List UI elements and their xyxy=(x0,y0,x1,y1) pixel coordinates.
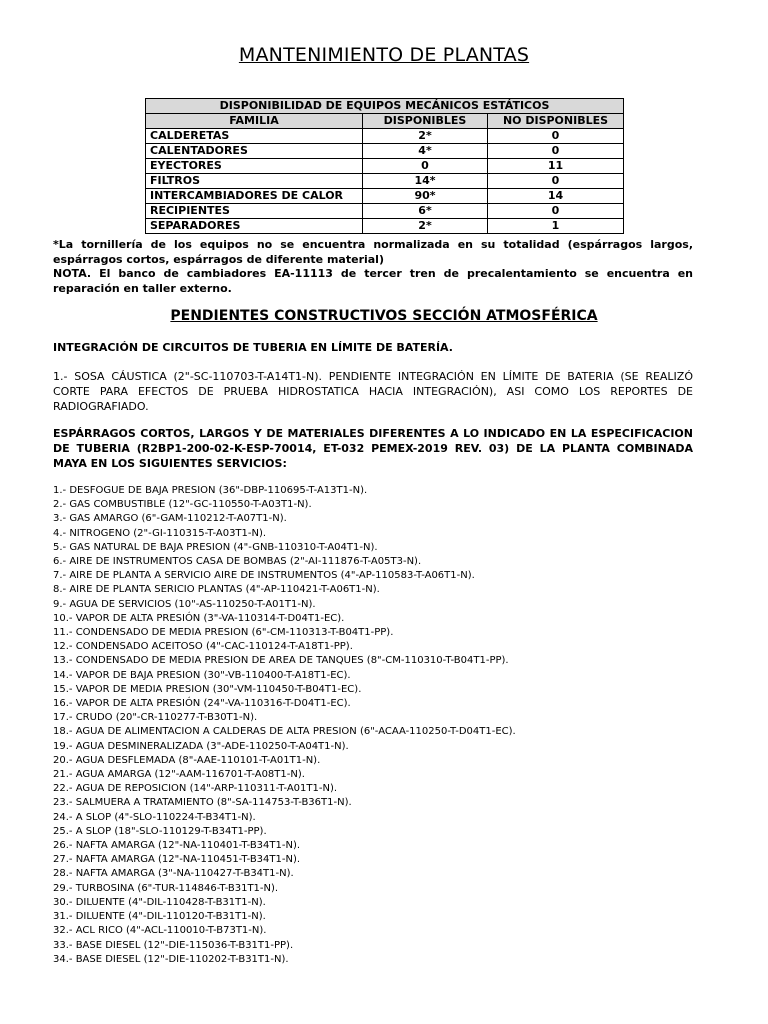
table-row xyxy=(146,159,624,174)
page-title: MANTENIMIENTO DE PLANTAS xyxy=(238,44,530,66)
list-item: 16.- VAPOR DE ALTA PRESIÓN (24"-VA-110316-T-D04T1-EC). xyxy=(53,698,351,710)
list-item: 32.- ACL RICO (4"-ACL-110010-T-B73T1-N). xyxy=(53,925,267,937)
cell-no-disponibles: 14 xyxy=(488,189,624,204)
list-item: 15.- VAPOR DE MEDIA PRESION (30"-VM-110450-T-B04T1-EC). xyxy=(53,683,362,695)
cell-disponibles: 90* xyxy=(363,189,488,204)
cell-disponibles: 6* xyxy=(363,204,488,219)
list-item: 34.- BASE DIESEL (12"-DIE-110202-T-B31T1-N). xyxy=(53,953,289,965)
list-item: 33.- BASE DIESEL (12"-DIE-115036-T-B31T1-PP). xyxy=(53,939,294,951)
cell-familia: EYECTORES xyxy=(146,159,363,174)
list-item: 21.- AGUA AMARGA (12"-AAM-116701-T-A08T1-N). xyxy=(53,769,305,781)
list-item: 29.- TURBOSINA (6"-TUR-114846-T-B31T1-N). xyxy=(53,882,279,894)
cell-disponibles: 14* xyxy=(363,174,488,189)
cell-familia: CALENTADORES xyxy=(146,144,363,159)
list-item: 8.- AIRE DE PLANTA SERICIO PLANTAS (4"-AP-110421-T-A06T1-N). xyxy=(53,584,380,596)
list-item: 2.- GAS COMBUSTIBLE (12"-GC-110550-T-A03T1-N). xyxy=(53,499,312,511)
cell-familia: SEPARADORES xyxy=(146,219,363,234)
table-caption: DISPONIBILIDAD DE EQUIPOS MECÁNICOS ESTÁTICOS xyxy=(146,99,624,114)
list-item: 30.- DILUENTE (4"-DIL-110428-T-B31T1-N). xyxy=(53,896,266,908)
notes xyxy=(53,238,693,296)
section-title: PENDIENTES CONSTRUCTIVOS SECCIÓN ATMOSFÉRICA xyxy=(170,308,598,324)
cell-disponibles: 4* xyxy=(363,144,488,159)
list-item: 22.- AGUA DE REPOSICION (14"-ARP-110311-T-A01T1-N). xyxy=(53,783,338,795)
table-row xyxy=(146,129,624,144)
column-header-disponibles: DISPONIBLES xyxy=(363,114,488,129)
bolts-paragraph: ESPÁRRAGOS CORTOS, LARGOS Y DE MATERIALES DIFERENTES A LO INDICADO EN LA ESPECIFICACION DE TUBERIA (R2BP1-200-02-K-ESP-70014, ET-032 PEMEX-2019 REV. 03) DE LA PLANTA COMBINADA MAYA EN LOS SIGUIENTES SERVICIOS: xyxy=(53,427,693,470)
table-row xyxy=(146,144,624,159)
list-item: 19.- AGUA DESMINERALIZADA (3"-ADE-110250-T-A04T1-N). xyxy=(53,740,349,752)
list-item: 7.- AIRE DE PLANTA A SERVICIO AIRE DE INSTRUMENTOS (4"-AP-110583-T-A06T1-N). xyxy=(53,570,475,582)
section-subheading: INTEGRACIÓN DE CIRCUITOS DE TUBERIA EN LÍMITE DE BATERÍA. xyxy=(53,341,453,354)
list-item: 3.- GAS AMARGO (6"-GAM-110212-T-A07T1-N). xyxy=(53,513,287,525)
list-item: 24.- A SLOP (4"-SLO-110224-T-B34T1-N). xyxy=(53,811,256,823)
list-item: 14.- VAPOR DE BAJA PRESION (30"-VB-110400-T-A18T1-EC). xyxy=(53,669,351,681)
list-item: 10.- VAPOR DE ALTA PRESIÓN (3"-VA-110314-T-D04T1-EC). xyxy=(53,612,345,624)
column-header-familia: FAMILIA xyxy=(146,114,363,129)
list-item: 28.- NAFTA AMARGA (3"-NA-110427-T-B34T1-N). xyxy=(53,868,294,880)
cell-familia: FILTROS xyxy=(146,174,363,189)
list-item: 17.- CRUDO (20"-CR-110277-T-B30T1-N). xyxy=(53,712,258,724)
list-item: 20.- AGUA DESFLEMADA (8"-AAE-110101-T-A01T1-N). xyxy=(53,754,321,766)
cell-no-disponibles: 0 xyxy=(488,174,624,189)
integration-paragraph: 1.- SOSA CÁUSTICA (2"-SC-110703-T-A14T1-N). PENDIENTE INTEGRACIÓN EN LÍMITE DE BATERIA (SE REALIZÓ CORTE PARA EFECTOS DE PRUEBA HIDROSTATICA HACIA INTEGRACIÓN), ASI COMO LOS REPORTES DE RADIOGRAFIADO. xyxy=(53,370,693,413)
list-item: 25.- A SLOP (18"-SLO-110129-T-B34T1-PP). xyxy=(53,825,267,837)
table-row xyxy=(146,189,624,204)
asterisk-note: *La tornillería de los equipos no se encuentra normalizada en su totalidad (espárragos largos, espárragos cortos, espárragos de diferente material) xyxy=(53,238,693,266)
cell-no-disponibles: 1 xyxy=(488,219,624,234)
list-item: 4.- NITROGENO (2"-GI-110315-T-A03T1-N). xyxy=(53,527,267,539)
cell-disponibles: 2* xyxy=(363,129,488,144)
cell-disponibles: 0 xyxy=(363,159,488,174)
table-row xyxy=(146,219,624,234)
services-list xyxy=(53,484,516,967)
list-item: 12.- CONDENSADO ACEITOSO (4"-CAC-110124-T-A18T1-PP). xyxy=(53,641,353,653)
cell-familia: INTERCAMBIADORES DE CALOR xyxy=(146,189,363,204)
list-item: 31.- DILUENTE (4"-DIL-110120-T-B31T1-N). xyxy=(53,911,266,923)
column-header-no-disponibles: NO DISPONIBLES xyxy=(488,114,624,129)
list-item: 26.- NAFTA AMARGA (12"-NA-110401-T-B34T1-N). xyxy=(53,840,301,852)
cell-no-disponibles: 0 xyxy=(488,144,624,159)
list-item: 6.- AIRE DE INSTRUMENTOS CASA DE BOMBAS (2"-AI-111876-T-A05T3-N). xyxy=(53,556,422,568)
list-item: 23.- SALMUERA A TRATAMIENTO (8"-SA-114753-T-B36T1-N). xyxy=(53,797,352,809)
nota-note: NOTA. El banco de cambiadores EA-11113 de tercer tren de precalentamiento se encuentra en reparación en taller externo. xyxy=(53,267,693,295)
table-row xyxy=(146,174,624,189)
table-row xyxy=(146,204,624,219)
equipment-availability-table xyxy=(145,98,624,234)
cell-disponibles: 2* xyxy=(363,219,488,234)
cell-no-disponibles: 0 xyxy=(488,129,624,144)
list-item: 13.- CONDENSADO DE MEDIA PRESION DE AREA DE TANQUES (8"-CM-110310-T-B04T1-PP). xyxy=(53,655,509,667)
list-item: 18.- AGUA DE ALIMENTACION A CALDERAS DE ALTA PRESION (6"-ACAA-110250-T-D04T1-EC). xyxy=(53,726,516,738)
cell-no-disponibles: 0 xyxy=(488,204,624,219)
cell-familia: CALDERETAS xyxy=(146,129,363,144)
table-body xyxy=(146,129,624,234)
list-item: 27.- NAFTA AMARGA (12"-NA-110451-T-B34T1-N). xyxy=(53,854,301,866)
list-item: 1.- DESFOGUE DE BAJA PRESION (36"-DBP-110695-T-A13T1-N). xyxy=(53,485,368,496)
cell-no-disponibles: 11 xyxy=(488,159,624,174)
list-item: 5.- GAS NATURAL DE BAJA PRESION (4"-GNB-110310-T-A04T1-N). xyxy=(53,541,378,553)
cell-familia: RECIPIENTES xyxy=(146,204,363,219)
list-item: 11.- CONDENSADO DE MEDIA PRESION (6"-CM-110313-T-B04T1-PP). xyxy=(53,627,394,639)
list-item: 9.- AGUA DE SERVICIOS (10"-AS-110250-T-A01T1-N). xyxy=(53,598,316,610)
